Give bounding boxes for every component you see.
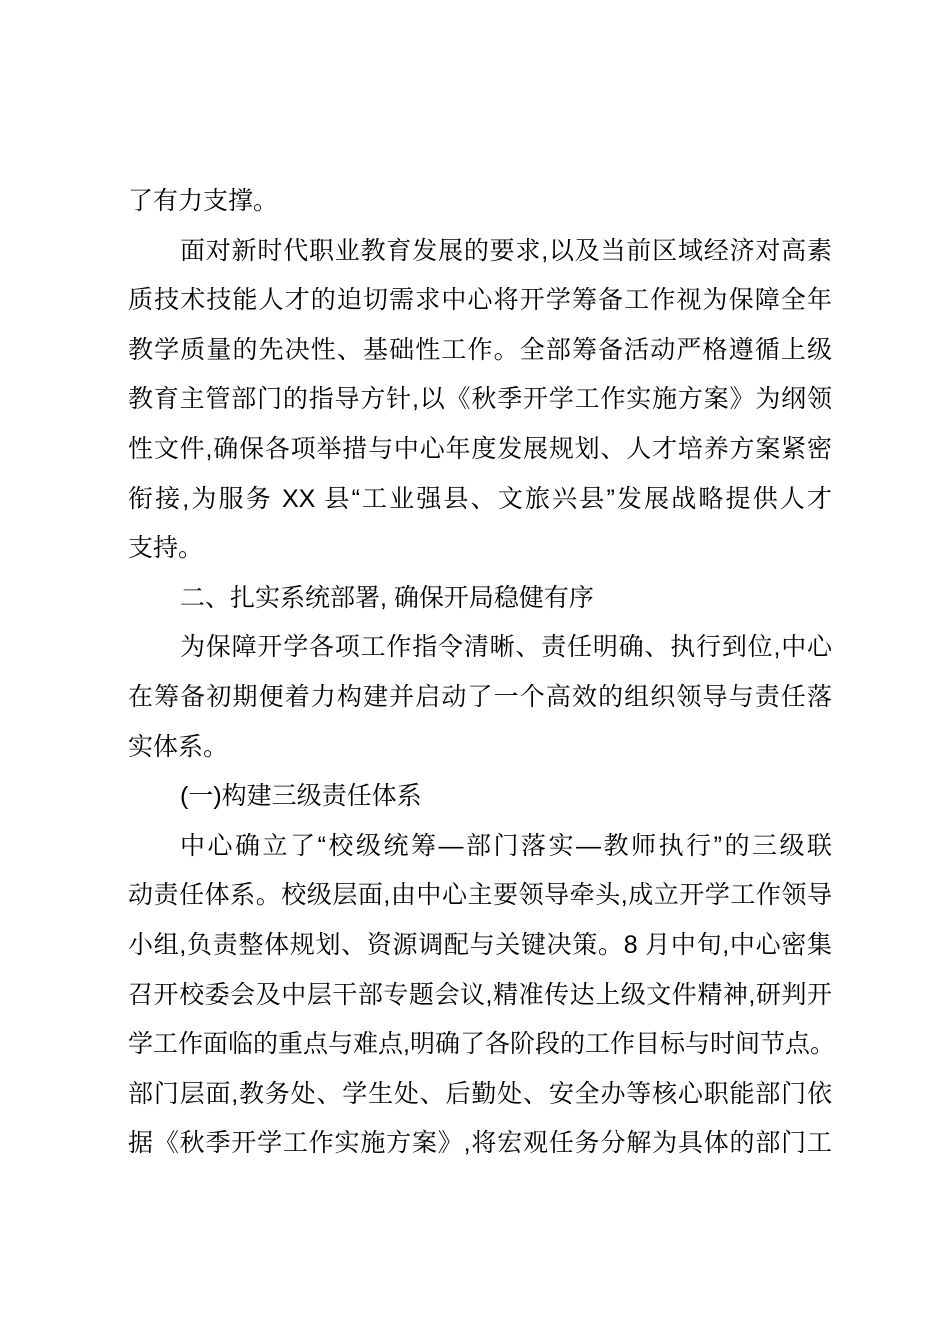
text-line: 中心确立了“校级统筹—部门落实—教师执行”的三级联 bbox=[180, 831, 832, 860]
text-line: 质技术技能人才的迫切需求中心将开学筹备工作视为保障全年 bbox=[128, 286, 832, 315]
text-line: 二、扎实系统部署, 确保开局稳健有序 bbox=[180, 583, 594, 612]
document-text-block bbox=[128, 177, 835, 1169]
text-line: 了有力支撑。 bbox=[128, 187, 279, 215]
text-line: 支持。 bbox=[128, 534, 204, 563]
text-line: 面对新时代职业教育发展的要求,以及当前区域经济对高素 bbox=[180, 236, 832, 265]
text-line: 性文件,确保各项举措与中心年度发展规划、人才培养方案紧密 bbox=[128, 434, 832, 463]
text-line: 教学质量的先决性、基础性工作。全部筹备活动严格遵循上级 bbox=[128, 335, 832, 364]
text-line: 据《秋季开学工作实施方案》,将宏观任务分解为具体的部门工 bbox=[128, 1129, 832, 1158]
text-line: 为保障开学各项工作指令清晰、责任明确、执行到位,中心 bbox=[180, 633, 832, 662]
text-line: 教育主管部门的指导方针,以《秋季开学工作实施方案》为纲领 bbox=[128, 385, 832, 414]
text-line: 衔接,为服务 XX 县“工业强县、文旅兴县”发展战略提供人才 bbox=[128, 484, 832, 513]
text-line: 小组,负责整体规划、资源调配与关键决策。8 月中旬,中心密集 bbox=[128, 930, 832, 959]
text-line: 动责任体系。校级层面,由中心主要领导牵头,成立开学工作领导 bbox=[128, 881, 832, 910]
text-line: 学工作面临的重点与难点,明确了各阶段的工作目标与时间节点。 bbox=[128, 1030, 835, 1059]
text-line: 在筹备初期便着力构建并启动了一个高效的组织领导与责任落 bbox=[128, 682, 832, 711]
text-line: 实体系。 bbox=[128, 732, 229, 761]
text-line: (一)构建三级责任体系 bbox=[180, 782, 422, 811]
text-line: 部门层面,教务处、学生处、后勤处、安全办等核心职能部门依 bbox=[128, 1079, 832, 1108]
text-line: 召开校委会及中层干部专题会议,精准传达上级文件精神,研判开 bbox=[128, 980, 832, 1009]
